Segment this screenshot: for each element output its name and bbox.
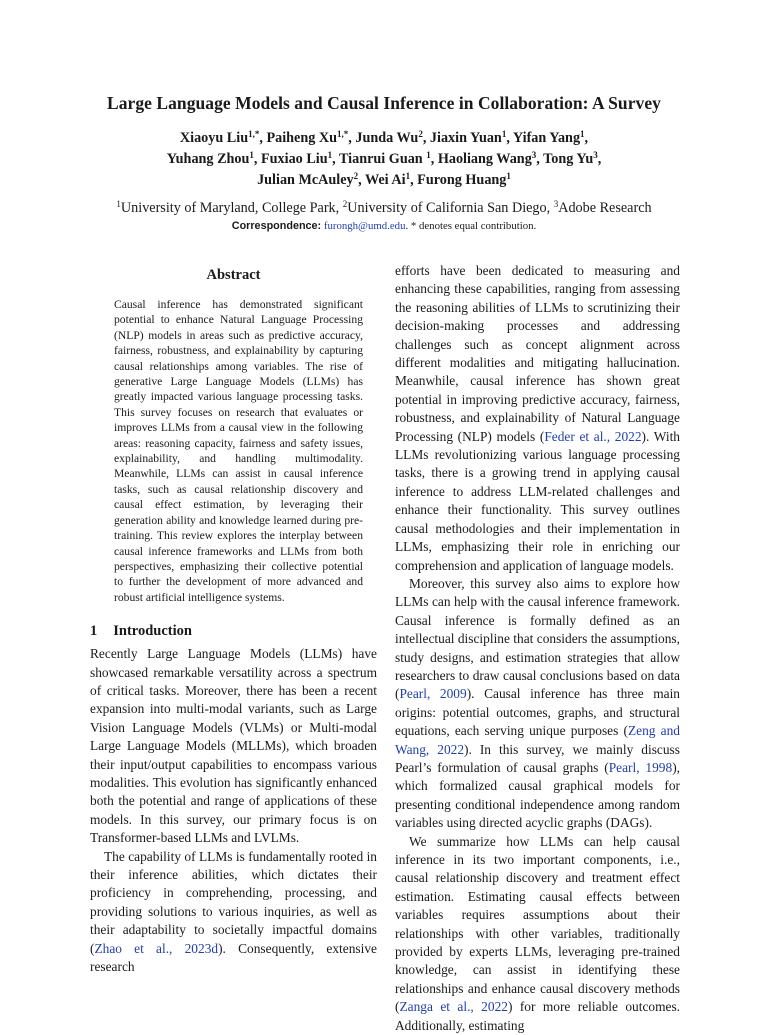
- author-line-1: [40, 128, 728, 149]
- author-name: Jiaxin Yuan: [429, 130, 502, 146]
- citation-link[interactable]: Zeng and Wang, 2022: [395, 723, 680, 757]
- author-list: [40, 128, 728, 191]
- author-separator: ,: [253, 151, 261, 167]
- paragraph-text: ). With LLMs revolutionizing various language processing tasks, there is a growing trend in applying causal inference to address LLM-related challenges and enhance their functionality. This survey outlines causal methodologies and their implementation in LLMs, emphasizing their role in enriching our comprehension and application of language models.: [395, 428, 680, 573]
- author-separator: ,: [536, 151, 544, 167]
- affiliation-marker: 1: [116, 199, 121, 209]
- citation-link[interactable]: Zanga et al., 2022: [399, 999, 508, 1015]
- author-separator: ,: [506, 130, 513, 146]
- intro-paragraph-1: Recently Large Language Models (LLMs) have showcased remarkable versatility across a spectrum of critical tasks. Moreover, there has been a recent expansion into multi-modal variants, such as Large Vision Language Models (VLMs) or Multi-modal Large Language Models (MLLMs), which broaden their input/output capabilities to encompass various modalities. This evolution has significantly enhanced both the potential and range of applications of these models. In this survey, our primary focus is on Transformer-based LLMs and LVLMs.: [90, 646, 377, 846]
- author-separator: ,: [410, 172, 418, 188]
- paragraph-text: efforts have been dedicated to measuring and enhancing these capabilities, ranging from assessing the reasoning abilities of LLMs to scrutinizing their decision-making processes and addressing challenges such as concept alignment across different modalities and mitigating hallucination. Meanwhile, causal inference has shown great potential in improving predictive accuracy, fairness, robustness, and explainability of Natural Language Processing (NLP) models (: [395, 263, 680, 444]
- author-affiliation-marker: 1: [426, 150, 431, 160]
- author-affiliation-marker: 1: [249, 150, 254, 160]
- affiliation-name: Adobe Research: [558, 200, 652, 216]
- author-name: Julian McAuley: [257, 172, 354, 188]
- author-separator: ,: [332, 151, 339, 167]
- author-line-3: [40, 170, 728, 191]
- author-separator: ,: [358, 172, 365, 188]
- author-separator: ,: [430, 151, 438, 167]
- author-affiliation-marker: 1: [405, 171, 411, 181]
- affiliations: [20, 199, 748, 217]
- author-name: Junda Wu: [355, 130, 419, 146]
- author-affiliation-marker: 1,*: [248, 129, 260, 139]
- author-affiliation-marker: 3: [531, 150, 537, 160]
- paragraph-text: Moreover, this survey also aims to explore how LLMs can help with the causal inference framework. Causal inference is formally defined as an intellectual discipline that considers the assumptions, study designs, and estimation strategies that allow researchers to draw causal conclusions based on data (: [395, 575, 680, 702]
- author-separator: ,: [348, 130, 356, 146]
- paragraph-text: We summarize how LLMs can help causal inference in its two important components, i.e., causal relationship discovery and treatment effect estimation. Estimating causal effects between variables requires assumptions about their relationships with other variables, traditionally provided by experts LLMs, leveraging pre-trained knowledge, can assist in identifying these relationships and enhance causal discovery methods (: [395, 833, 680, 1015]
- paragraph-text: ). Causal inference has three main origins: potential outcomes, graphs, and structural equations, each serving unique purposes (: [395, 686, 680, 739]
- author-name: Tianrui Guan: [338, 151, 427, 167]
- section-heading-introduction: [90, 621, 377, 641]
- body-paragraph-2: [395, 575, 680, 833]
- right-column: [395, 262, 680, 1035]
- citation-link[interactable]: Pearl, 2009: [399, 686, 467, 702]
- author-affiliation-marker: 1: [501, 129, 507, 139]
- paragraph-text: ), which formalized causal graphical models for presenting conditional independence among random variables using directed acyclic graphs (DAGs).: [395, 759, 680, 831]
- author-separator: ,: [422, 130, 430, 146]
- paragraph-text: ) for more reliable outcomes. Additionally, estimating: [395, 999, 681, 1033]
- author-name: Yifan Yang: [512, 130, 581, 146]
- paper-title: Large Language Models and Causal Inference in Collaboration: A Survey: [107, 93, 661, 113]
- author-separator: ,: [597, 151, 602, 167]
- abstract-heading: Abstract: [206, 267, 261, 283]
- left-column: [90, 262, 377, 976]
- author-affiliation-marker: 1: [327, 150, 333, 160]
- intro-paragraph-2: [90, 848, 377, 977]
- author-name: Xiaoyu Liu: [179, 130, 249, 146]
- affiliation-marker: 3: [553, 199, 559, 209]
- author-name: Tong Yu: [543, 151, 594, 167]
- abstract-text: Causal inference has demonstrated significant potential to enhance Natural Language Processing (NLP) models in areas such as predictive accuracy, fairness, robustness, and explainability by capturing causal relationships among variables. The rise of generative Large Language Models (LLMs) has greatly impacted various language processing tasks. This survey focuses on research that evaluates or improves LLMs from a causal view in the following areas: reasoning capacity, fairness and safety issues, explainability, and handling multimodality. Meanwhile, LLMs can assist in causal inference tasks, such as causal relationship discovery and causal effect estimation, by leveraging their generation ability and knowledge learned during pre-training. This review explores the interplay between causal inference frameworks and LLMs from both perspectives, emphasizing their collective potential to further the development of more advanced and robust artificial intelligence systems.: [114, 298, 363, 604]
- section-title: Introduction: [113, 623, 192, 640]
- author-affiliation-marker: 1: [580, 129, 585, 139]
- affiliation-marker: 2: [342, 199, 348, 209]
- paragraph-text: ). In this survey, we mainly discuss Pearl’s formulation of causal graphs (: [395, 741, 680, 775]
- correspondence: [20, 219, 748, 233]
- paragraph-text: The capability of LLMs is fundamentally rooted in their inference abilities, which dictates their proficiency in comprehending, processing, and providing solutions to various inquiries, as well as their adaptability to societally impactful domains (: [90, 848, 377, 956]
- affiliation-name: University of California San Diego,: [347, 200, 554, 216]
- correspondence-label: Correspondence:: [231, 220, 322, 232]
- author-affiliation-marker: 2: [418, 129, 423, 139]
- author-affiliation-marker: 1: [506, 171, 511, 181]
- author-name: Haoliang Wang: [437, 151, 532, 167]
- paragraph-text: ). Consequently, extensive research: [90, 940, 377, 975]
- correspondence-email-link[interactable]: furongh@umd.edu: [323, 220, 406, 232]
- author-separator: ,: [584, 130, 589, 146]
- equal-contribution-note: . * denotes equal contribution.: [405, 220, 537, 232]
- author-name: Paiheng Xu: [266, 130, 337, 146]
- body-paragraph-3: [395, 833, 680, 1035]
- citation-link[interactable]: Pearl, 1998: [608, 759, 673, 775]
- author-affiliation-marker: 1,*: [337, 129, 349, 139]
- author-name: Wei Ai: [364, 172, 406, 188]
- author-affiliation-marker: 3: [593, 150, 598, 160]
- affiliation-name: University of Maryland, College Park,: [120, 200, 343, 216]
- section-number: 1: [90, 623, 98, 640]
- author-name: Yuhang Zhou: [166, 151, 250, 167]
- body-paragraph-continued: [395, 262, 680, 575]
- citation-link[interactable]: Zhao et al., 2023d: [94, 940, 219, 956]
- author-name: Furong Huang: [417, 172, 507, 188]
- author-affiliation-marker: 2: [353, 171, 359, 181]
- author-name: Fuxiao Liu: [261, 151, 328, 167]
- citation-link[interactable]: Feder et al., 2022: [544, 428, 642, 444]
- author-separator: ,: [259, 130, 267, 146]
- author-line-2: [40, 149, 728, 170]
